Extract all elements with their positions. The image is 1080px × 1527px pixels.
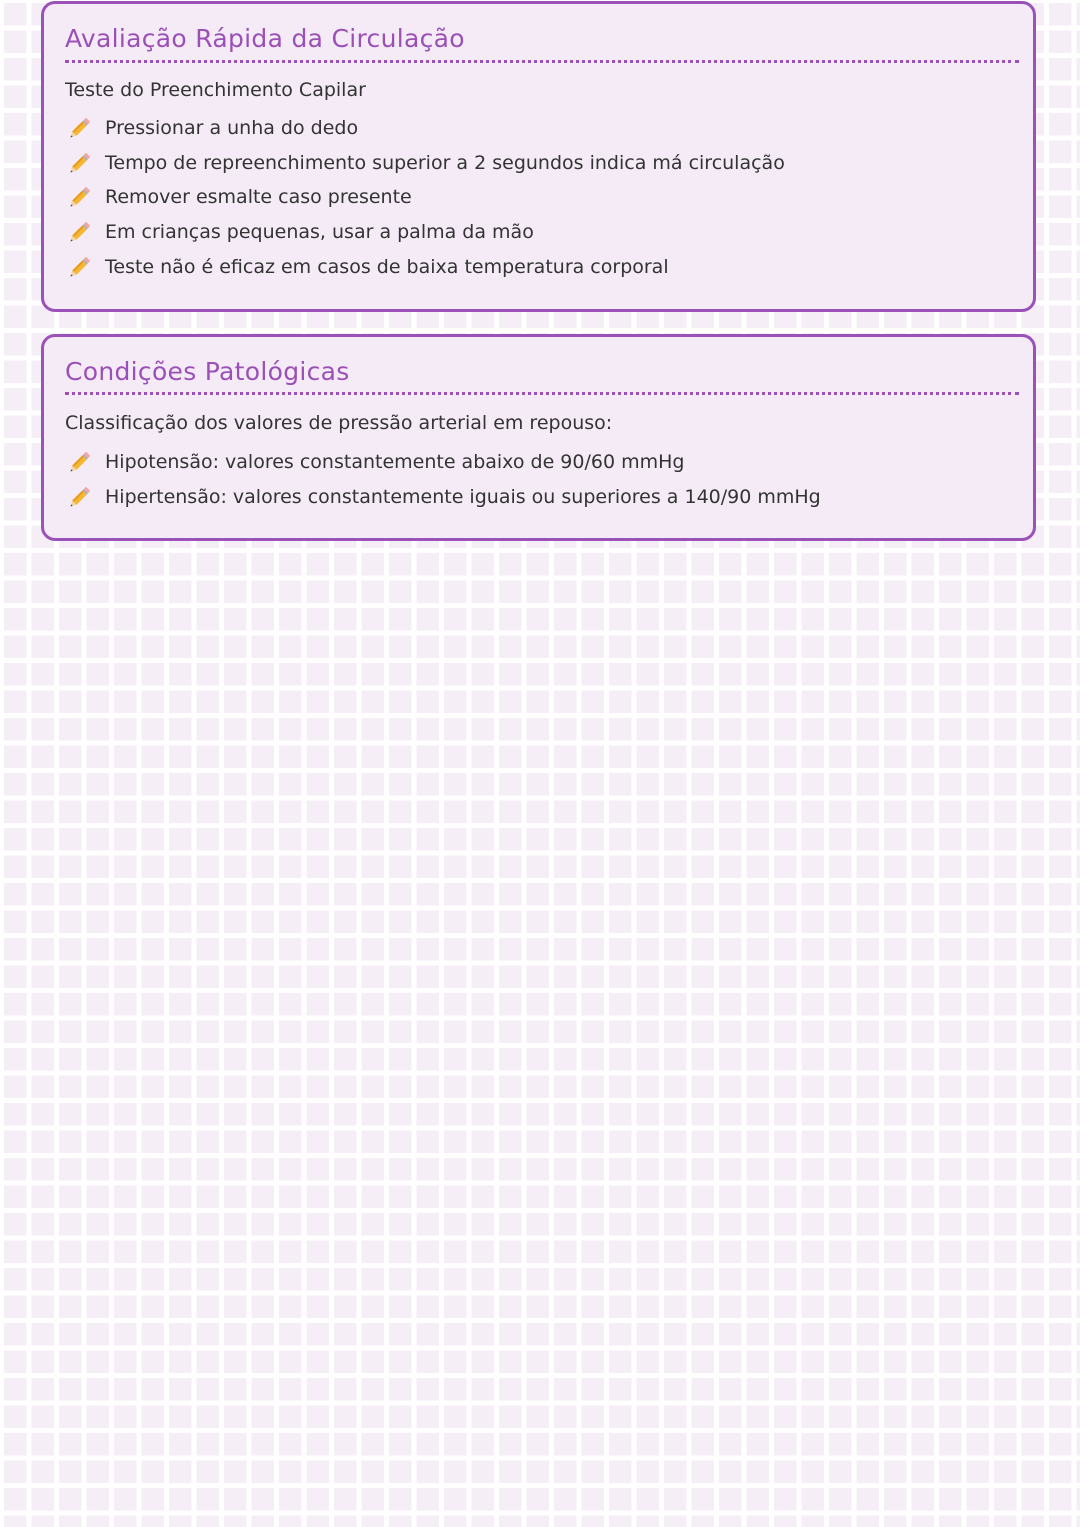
list-item-text: Hipotensão: valores constantemente abaixo de 90/60 mmHg — [105, 451, 685, 473]
list-item-text: Hipertensão: valores constantemente iguais ou superiores a 140/90 mmHg — [105, 485, 821, 508]
list-item — [64, 151, 785, 186]
list-item-text: Tempo de repreenchimento superior a 2 segundos indica má circulação — [105, 151, 785, 174]
section-intro: Classificação dos valores de pressão arterial em repouso: — [65, 412, 613, 434]
list-item — [64, 485, 821, 520]
list-item — [64, 116, 785, 151]
list-item — [64, 450, 821, 485]
card-pathological-conditions — [41, 334, 1036, 541]
list-item — [64, 220, 785, 255]
list-item — [64, 255, 785, 290]
pencil-icon — [64, 483, 94, 513]
list-item-text: Remover esmalte caso presente — [105, 186, 412, 209]
pencil-icon — [64, 183, 94, 213]
dotted-divider — [65, 392, 1019, 395]
section-title: Condições Patológicas — [65, 357, 350, 386]
section-title: Avaliação Rápida da Circulação — [65, 24, 465, 53]
pencil-icon — [64, 218, 94, 248]
list-item — [64, 185, 785, 220]
bullet-list — [64, 116, 785, 289]
list-item-text: Em crianças pequenas, usar a palma da mão — [105, 221, 534, 244]
list-item-text: Pressionar a unha do dedo — [105, 117, 359, 139]
pencil-icon — [64, 149, 94, 179]
pencil-icon — [64, 253, 94, 283]
bullet-list — [64, 450, 821, 519]
section-intro: Teste do Preenchimento Capilar — [65, 79, 366, 101]
pencil-icon — [64, 448, 94, 478]
pencil-icon — [64, 114, 94, 144]
dotted-divider — [65, 60, 1019, 63]
list-item-text: Teste não é eficaz em casos de baixa temperatura corporal — [105, 255, 669, 278]
card-circulation-assessment — [41, 1, 1036, 312]
